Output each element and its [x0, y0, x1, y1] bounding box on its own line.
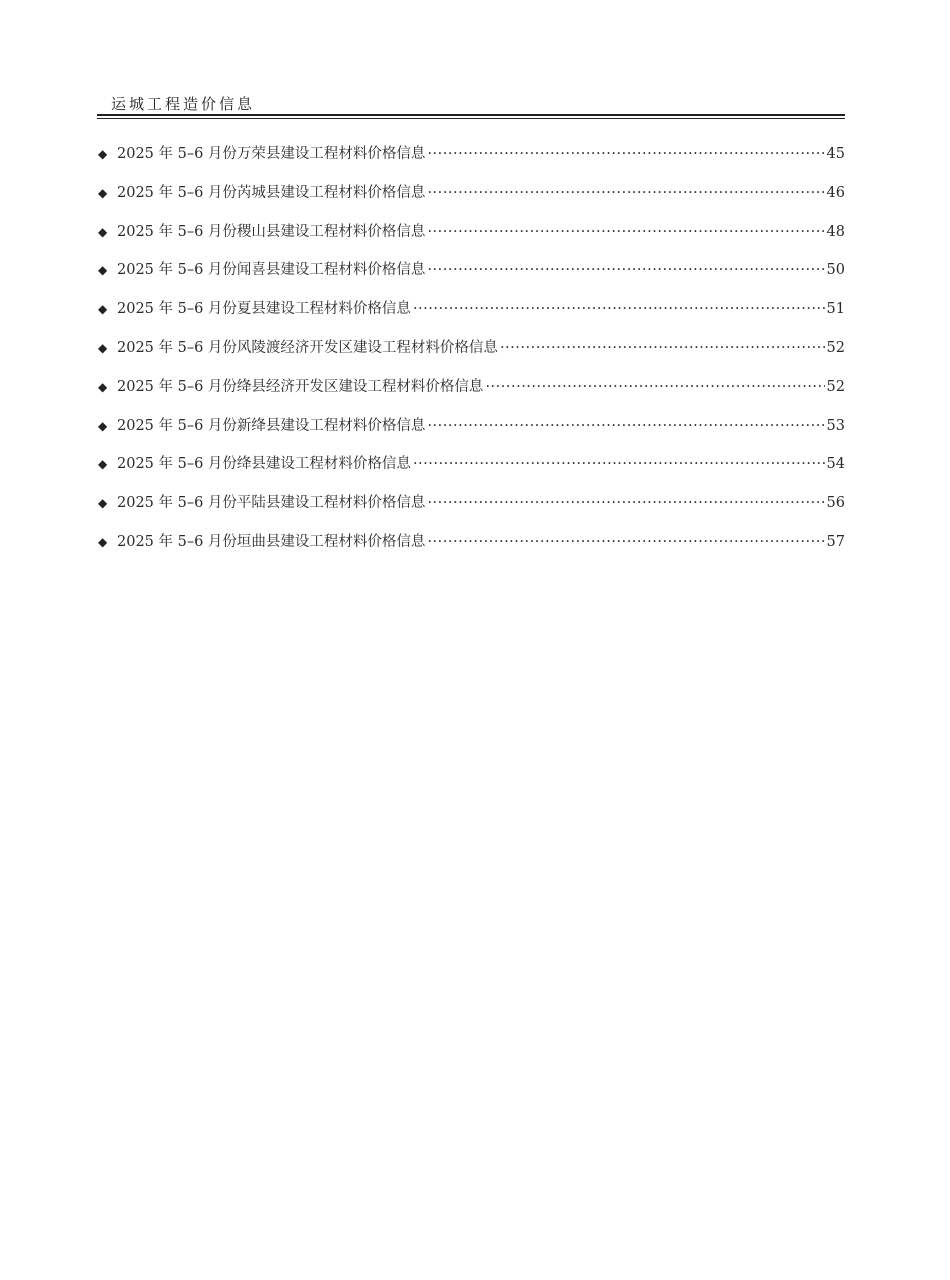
toc-entry-page: 57 [826, 533, 845, 550]
table-of-contents [98, 143, 845, 570]
diamond-bullet-icon: ◆ [98, 185, 108, 200]
diamond-bullet-icon: ◆ [98, 263, 108, 278]
toc-entry-title: 2025 年 5–6 月份绛县建设工程材料价格信息 [117, 456, 411, 473]
toc-entry-page: 54 [826, 456, 845, 473]
dot-leader [427, 492, 824, 514]
toc-entry-jishan[interactable] [98, 221, 845, 260]
toc-entry-wanrong[interactable] [98, 143, 845, 182]
toc-entry-title: 2025 年 5–6 月份新绛县建设工程材料价格信息 [117, 417, 426, 434]
toc-entry-ruicheng[interactable] [98, 182, 845, 221]
diamond-bullet-icon: ◆ [98, 418, 108, 433]
toc-entry-yuanqu[interactable] [98, 531, 845, 570]
toc-entry-title: 2025 年 5–6 月份风陵渡经济开发区建设工程材料价格信息 [117, 339, 498, 356]
dot-leader [500, 337, 825, 359]
toc-entry-xiaxian[interactable] [98, 298, 845, 337]
diamond-bullet-icon: ◆ [98, 534, 108, 549]
toc-entry-page: 52 [826, 378, 845, 395]
toc-entry-page: 50 [826, 262, 845, 279]
toc-entry-page: 52 [826, 339, 845, 356]
toc-entry-title: 2025 年 5–6 月份稷山县建设工程材料价格信息 [117, 223, 426, 240]
dot-leader [427, 531, 824, 553]
toc-entry-fenglingdu[interactable] [98, 337, 845, 376]
toc-entry-page: 53 [826, 417, 845, 434]
toc-entry-page: 46 [826, 184, 845, 201]
toc-entry-title: 2025 年 5–6 月份平陆县建设工程材料价格信息 [117, 495, 426, 512]
toc-entry-page: 45 [826, 146, 845, 162]
page-header [97, 90, 845, 120]
toc-entry-pinglu[interactable] [98, 492, 845, 531]
dot-leader [413, 453, 825, 475]
dot-leader [427, 143, 824, 165]
toc-entry-title: 2025 年 5–6 月份万荣县建设工程材料价格信息 [117, 146, 426, 162]
header-rule-thin [97, 118, 845, 119]
diamond-bullet-icon: ◆ [98, 340, 108, 355]
diamond-bullet-icon: ◆ [98, 147, 108, 161]
diamond-bullet-icon: ◆ [98, 224, 108, 239]
dot-leader [427, 259, 824, 281]
diamond-bullet-icon: ◆ [98, 379, 108, 394]
diamond-bullet-icon: ◆ [98, 302, 108, 317]
toc-entry-title: 2025 年 5–6 月份绛县经济开发区建设工程材料价格信息 [117, 378, 484, 395]
toc-entry-page: 56 [826, 495, 845, 512]
dot-leader [427, 415, 824, 437]
dot-leader [427, 182, 824, 204]
toc-entry-page: 48 [826, 223, 845, 240]
diamond-bullet-icon: ◆ [98, 496, 108, 511]
toc-entry-jiangxian-econ-zone[interactable] [98, 376, 845, 415]
diamond-bullet-icon: ◆ [98, 457, 108, 472]
dot-leader [427, 221, 824, 243]
toc-entry-wenxi[interactable] [98, 259, 845, 298]
toc-entry-jiangxian[interactable] [98, 453, 845, 492]
toc-entry-title: 2025 年 5–6 月份垣曲县建设工程材料价格信息 [117, 533, 426, 550]
toc-entry-title: 2025 年 5–6 月份芮城县建设工程材料价格信息 [117, 184, 426, 201]
publication-title: 运城工程造价信息 [111, 95, 256, 113]
header-rule-thick [97, 114, 845, 116]
toc-entry-page: 51 [826, 301, 845, 318]
toc-entry-xinjiang[interactable] [98, 415, 845, 454]
dot-leader [413, 298, 825, 320]
toc-entry-title: 2025 年 5–6 月份夏县建设工程材料价格信息 [117, 301, 411, 318]
dot-leader [485, 376, 824, 398]
toc-entry-title: 2025 年 5–6 月份闻喜县建设工程材料价格信息 [117, 262, 426, 279]
